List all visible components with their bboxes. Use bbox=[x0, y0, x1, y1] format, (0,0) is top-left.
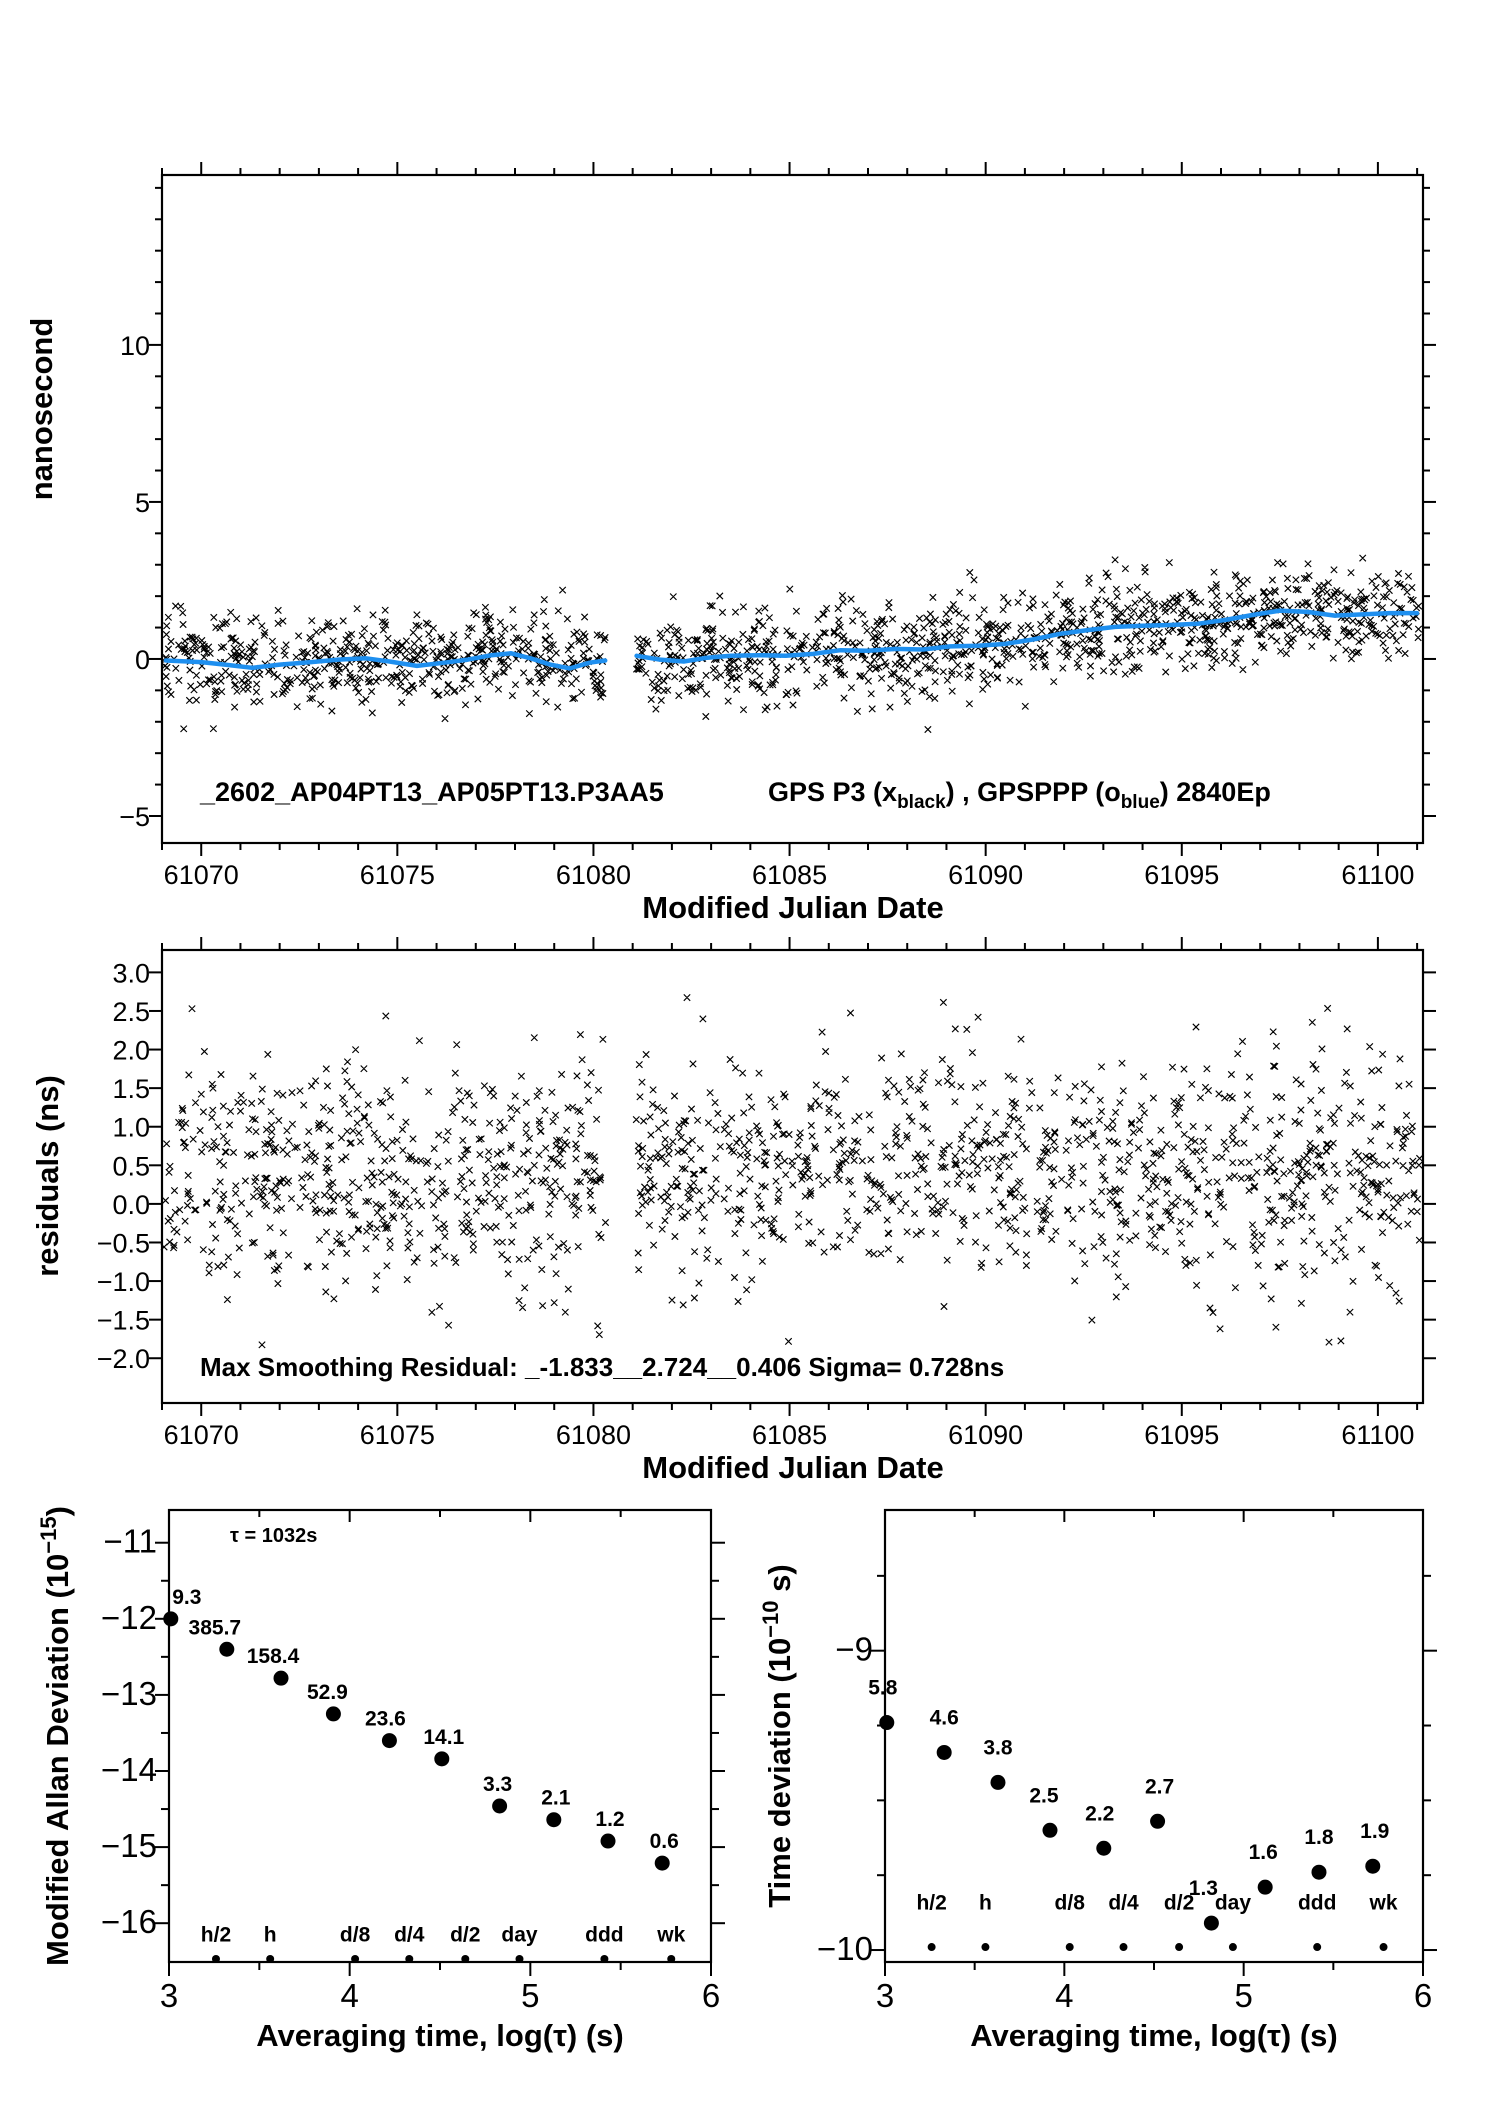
mdev-point-label: 14.1 bbox=[423, 1725, 465, 1749]
tdev-point bbox=[1311, 1865, 1326, 1880]
tdev-point bbox=[1150, 1814, 1165, 1829]
tau-marker bbox=[405, 1955, 413, 1963]
mdev-point-label: 3.3 bbox=[483, 1773, 513, 1797]
tdev-point bbox=[1204, 1916, 1219, 1931]
y-tick-label: 5 bbox=[134, 487, 150, 518]
y-tick-label: −13 bbox=[101, 1674, 157, 1712]
scatter-points bbox=[162, 555, 1422, 733]
x-tick-label: 61080 bbox=[555, 1420, 631, 1450]
tau-marker-label: h/2 bbox=[200, 1923, 232, 1947]
tau-marker-label: wk bbox=[1369, 1891, 1398, 1915]
x-tick-label: 61075 bbox=[359, 860, 435, 890]
mdev-ylabel: Modified Allan Deviation $(10^{-15})$ bbox=[36, 1506, 75, 1966]
tau-marker bbox=[1313, 1943, 1321, 1951]
y-tick-label: −10 bbox=[817, 1930, 873, 1968]
tdev-point bbox=[1096, 1841, 1111, 1856]
tdev-ylabel: Time deviation ($10^{-10}$ s) bbox=[758, 1564, 797, 1908]
mdev-point bbox=[163, 1611, 178, 1626]
tdev-point bbox=[1258, 1880, 1273, 1895]
y-tick-label: 3.0 bbox=[112, 958, 150, 989]
x-tick-label: 5 bbox=[1234, 1977, 1253, 2014]
tau-marker bbox=[212, 1955, 220, 1963]
tdev-point-label: 1.9 bbox=[1360, 1820, 1390, 1844]
mdev-point bbox=[546, 1812, 561, 1827]
mdev-point-label: 9.3 bbox=[172, 1585, 202, 1609]
x-tick-label: 61095 bbox=[1144, 860, 1220, 890]
mdev-point bbox=[326, 1706, 341, 1721]
mdev-point bbox=[601, 1834, 616, 1849]
tau-marker bbox=[1120, 1943, 1128, 1951]
y-tick-label: 0.0 bbox=[112, 1189, 150, 1220]
y-tick-label: −1.0 bbox=[96, 1267, 150, 1298]
top-panel-xlabel: Modified Julian Date bbox=[642, 890, 944, 925]
tau-marker bbox=[1380, 1943, 1388, 1951]
tau-marker bbox=[1229, 1943, 1237, 1951]
tau-marker-label: d/4 bbox=[394, 1923, 425, 1947]
tau-annotation: τ = 1032s bbox=[230, 1525, 318, 1547]
x-tick-label: 61090 bbox=[948, 1420, 1024, 1450]
tau-marker bbox=[461, 1955, 469, 1963]
tdev-point-label: 5.8 bbox=[868, 1676, 898, 1700]
tau-marker bbox=[600, 1955, 608, 1963]
tau-marker bbox=[667, 1955, 675, 1963]
tdev-point-label: 2.7 bbox=[1144, 1775, 1175, 1799]
x-tick-label: 61085 bbox=[752, 860, 828, 890]
residuals-xlabel: Modified Julian Date bbox=[642, 1450, 944, 1485]
axis-frame bbox=[162, 175, 1423, 843]
tdev-point-label: 3.8 bbox=[983, 1736, 1013, 1760]
tau-marker-label: d/4 bbox=[1108, 1891, 1139, 1915]
mdev-point-label: 158.4 bbox=[246, 1645, 300, 1669]
x-tick-label: 3 bbox=[875, 1977, 895, 2014]
tdev-xlabel: Averaging time, log(τ) (s) bbox=[970, 2018, 1338, 2053]
mdev-point-label: 2.1 bbox=[541, 1786, 571, 1810]
x-tick-label: 61080 bbox=[555, 860, 631, 890]
mdev-point bbox=[219, 1642, 234, 1657]
x-tick-label: 61070 bbox=[163, 860, 239, 890]
y-tick-label: −14 bbox=[101, 1751, 157, 1789]
y-tick-label: 1.0 bbox=[112, 1112, 150, 1143]
top-panel-ylabel: nanosecond bbox=[24, 317, 59, 501]
x-tick-label: 61075 bbox=[359, 1420, 435, 1450]
y-tick-label: −1.5 bbox=[96, 1305, 150, 1336]
tdev-point bbox=[1365, 1859, 1380, 1874]
tau-marker-label: d/2 bbox=[1163, 1891, 1195, 1915]
tdev-point-label: 2.2 bbox=[1085, 1802, 1115, 1826]
tau-marker-label: ddd bbox=[585, 1923, 624, 1947]
x-tick-label: 61100 bbox=[1341, 860, 1415, 890]
mdev-point bbox=[655, 1856, 670, 1871]
mdev-point-label: 23.6 bbox=[364, 1707, 406, 1731]
tau-marker-label: day bbox=[1214, 1891, 1252, 1915]
tau-marker bbox=[928, 1943, 936, 1951]
y-tick-label: −0.5 bbox=[96, 1228, 150, 1259]
x-tick-label: 61100 bbox=[1341, 1420, 1415, 1450]
top-panel-series-legend: GPS P3 $(x_{black})$ , GPSPPP $(o_{blue})$ 2840Ep bbox=[768, 777, 1271, 813]
x-tick-label: 3 bbox=[159, 1977, 179, 2014]
y-tick-label: −2.0 bbox=[96, 1344, 150, 1375]
x-tick-label: 61085 bbox=[752, 1420, 828, 1450]
x-tick-label: 4 bbox=[1055, 1977, 1074, 2014]
x-tick-label: 6 bbox=[701, 1977, 721, 2014]
tdev-point-label: 1.3 bbox=[1188, 1877, 1218, 1901]
y-tick-label: 2.5 bbox=[112, 996, 150, 1027]
x-tick-label: 6 bbox=[1413, 1977, 1433, 2014]
tdev-point-label: 1.8 bbox=[1304, 1826, 1334, 1850]
tdev-point bbox=[1042, 1823, 1057, 1838]
tdev-point bbox=[937, 1745, 952, 1760]
top-panel-file-id: _2602_AP04PT13_AP05PT13.P3AA5 bbox=[200, 777, 664, 807]
y-tick-label: −16 bbox=[101, 1903, 157, 1941]
scatter-points bbox=[161, 994, 1423, 1348]
tau-marker-label: ddd bbox=[1297, 1891, 1337, 1915]
tau-marker-label: wk bbox=[657, 1923, 686, 1947]
mdev-xlabel: Averaging time, log(τ) (s) bbox=[256, 2018, 624, 2053]
tau-marker-label: h bbox=[263, 1923, 277, 1947]
mdev-point bbox=[434, 1751, 449, 1766]
x-tick-label: 4 bbox=[340, 1977, 359, 2014]
tau-marker bbox=[266, 1955, 274, 1963]
y-tick-label: −12 bbox=[101, 1598, 157, 1636]
max-smoothing-residual-annotation: Max Smoothing Residual: _-1.833__2.724__0.406 Sigma= 0.728ns bbox=[200, 1352, 1005, 1382]
tau-marker bbox=[351, 1955, 359, 1963]
mdev-point bbox=[274, 1671, 289, 1686]
tau-marker-label: day bbox=[501, 1923, 538, 1947]
tau-marker bbox=[981, 1943, 989, 1951]
tdev-point-label: 1.6 bbox=[1248, 1841, 1278, 1865]
tau-marker-label: d/8 bbox=[339, 1923, 371, 1947]
tau-marker-label: h bbox=[979, 1891, 992, 1915]
x-tick-label: 61090 bbox=[948, 860, 1024, 890]
residuals-ylabel: residuals (ns) bbox=[30, 1075, 65, 1277]
mdev-point-label: 52.9 bbox=[306, 1680, 348, 1704]
y-tick-label: 0.5 bbox=[112, 1151, 150, 1182]
mdev-panel bbox=[101, 1510, 725, 2014]
tau-marker bbox=[515, 1955, 523, 1963]
y-tick-label: 1.5 bbox=[112, 1074, 150, 1105]
tau-marker-label: d/8 bbox=[1054, 1891, 1085, 1915]
x-tick-label: 61095 bbox=[1144, 1420, 1220, 1450]
tdev-point-label: 2.5 bbox=[1029, 1784, 1059, 1808]
tau-marker bbox=[1066, 1943, 1074, 1951]
mdev-point bbox=[492, 1799, 507, 1814]
mdev-point-label: 0.6 bbox=[649, 1830, 679, 1854]
tau-marker-label: h/2 bbox=[916, 1891, 947, 1915]
mdev-point bbox=[382, 1733, 397, 1748]
y-tick-label: −11 bbox=[103, 1522, 157, 1560]
tau-marker-label: d/2 bbox=[450, 1923, 481, 1947]
x-tick-label: 5 bbox=[521, 1977, 540, 2014]
y-tick-label: −5 bbox=[119, 801, 150, 832]
y-tick-label: 2.0 bbox=[112, 1035, 150, 1066]
mdev-point-label: 1.2 bbox=[595, 1808, 625, 1832]
tdev-panel bbox=[817, 1510, 1437, 2014]
axis-frame bbox=[885, 1510, 1423, 1962]
tdev-point bbox=[879, 1715, 894, 1730]
tau-marker bbox=[1175, 1943, 1183, 1951]
y-tick-label: −9 bbox=[835, 1630, 873, 1668]
tdev-point bbox=[990, 1775, 1005, 1790]
y-tick-label: 10 bbox=[119, 330, 150, 361]
y-tick-label: 0 bbox=[134, 644, 150, 675]
tdev-point-label: 4.6 bbox=[929, 1706, 959, 1730]
mdev-point-label: 385.7 bbox=[188, 1616, 242, 1640]
y-tick-label: −15 bbox=[101, 1827, 157, 1865]
x-tick-label: 61070 bbox=[163, 1420, 239, 1450]
